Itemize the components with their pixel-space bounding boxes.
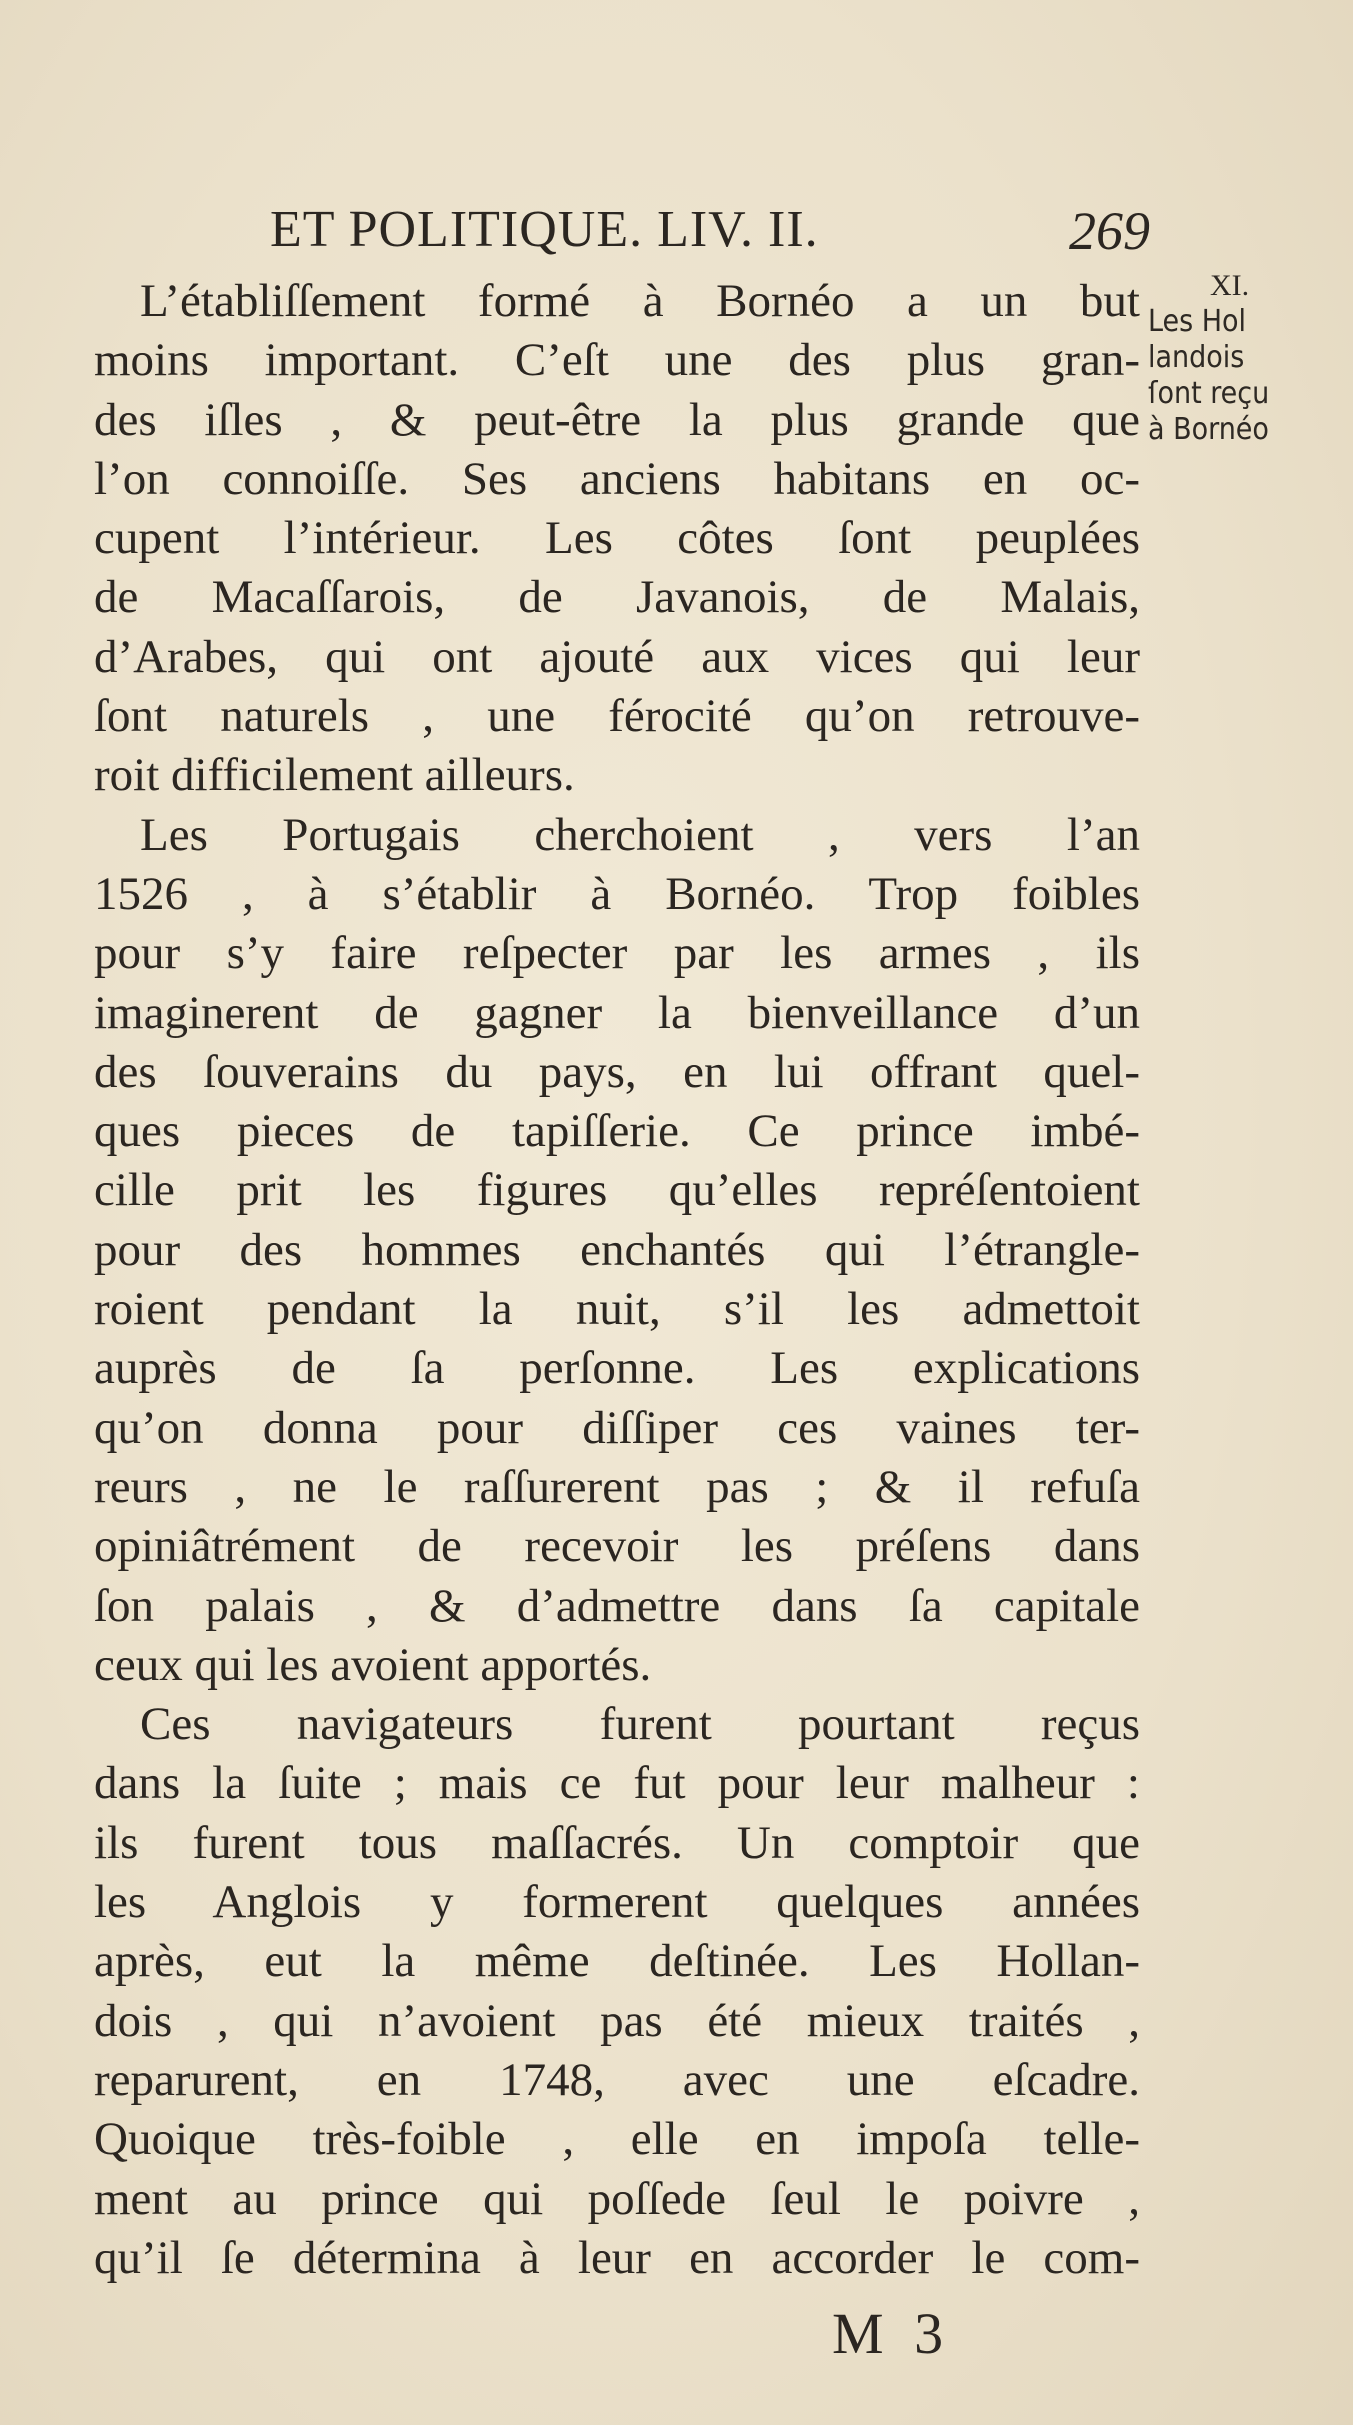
text-line: l’on connoiſſe. Ses anciens habitans en oc-: [94, 452, 1140, 505]
text-line: pour des hommes enchantés qui l’étrangle-: [94, 1223, 1140, 1276]
body-text: [94, 272, 1140, 2288]
text-line: de Macaſſarois, de Javanois, de Malais,: [94, 571, 1140, 624]
text-line: roit difficilement ailleurs.: [94, 749, 575, 802]
text-line: Les Portugais cherchoient , vers l’an: [140, 808, 1140, 861]
text-line: pour s’y faire reſpecter par les armes , ils: [94, 927, 1140, 980]
text-line: moins important. C’eſt une des plus gran-: [94, 334, 1140, 387]
text-line: ment au prince qui poſſede ſeul le poivre ,: [94, 2172, 1140, 2225]
text-line: cupent l’intérieur. Les côtes ſont peuplées: [94, 512, 1140, 565]
margin-note-line: à Bornéo: [1148, 412, 1269, 447]
margin-note-numeral: XI.: [1210, 269, 1250, 302]
text-line: des iſles , & peut-être la plus grande que: [94, 393, 1140, 446]
margin-note-line: Les Hol: [1148, 304, 1247, 339]
signature-mark: M 3: [832, 2301, 952, 2366]
text-line: après, eut la même deſtinée. Les Hollan-: [94, 1935, 1140, 1988]
text-line: ſont naturels , une férocité qu’on retrouve-: [94, 690, 1140, 743]
text-line: ſon palais , & d’admettre dans ſa capitale: [94, 1579, 1140, 1632]
text-line: auprès de ſa perſonne. Les explications: [94, 1342, 1140, 1395]
text-line: des ſouverains du pays, en lui offrant quel-: [94, 1045, 1140, 1098]
text-line: les Anglois y formerent quelques années: [94, 1876, 1140, 1929]
running-title: ET POLITIQUE. LIV. II.: [270, 201, 819, 258]
page-number: 269: [1069, 201, 1150, 261]
text-line: ceux qui les avoient apportés.: [94, 1638, 652, 1691]
text-line: d’Arabes, qui ont ajouté aux vices qui leur: [94, 630, 1140, 683]
text-line: opiniâtrément de recevoir les préſens dans: [94, 1520, 1140, 1573]
margin-note-line: landois: [1148, 340, 1245, 375]
page-header: [270, 200, 1150, 270]
text-line: Ces navigateurs furent pourtant reçus: [140, 1698, 1140, 1751]
text-line: imaginerent de gagner la bienveillance d’un: [94, 986, 1140, 1039]
text-line: reparurent, en 1748, avec une eſcadre.: [94, 2053, 1140, 2106]
text-line: roient pendant la nuit, s’il les admettoit: [94, 1283, 1140, 1336]
text-line: cille prit les figures qu’elles repréſentoient: [94, 1164, 1140, 1217]
text-line: dois , qui n’avoient pas été mieux traités ,: [94, 1994, 1140, 2047]
text-line: ques pieces de tapiſſerie. Ce prince imbé-: [94, 1105, 1140, 1158]
text-line: Quoique très-foible , elle en impoſa telle-: [94, 2113, 1140, 2166]
margin-note: [1148, 268, 1338, 448]
text-line: reurs , ne le raſſurerent pas ; & il refuſa: [94, 1460, 1140, 1513]
text-line: qu’il ſe détermina à leur en accorder le com-: [94, 2231, 1140, 2284]
text-line: 1526 , à s’établir à Bornéo. Trop foibles: [94, 867, 1140, 920]
margin-note-line: ſont reçu: [1148, 376, 1270, 411]
text-line: qu’on donna pour diſſiper ces vaines ter-: [94, 1401, 1140, 1454]
text-line: L’établiſſement formé à Bornéo a un but: [140, 275, 1140, 327]
text-line: dans la ſuite ; mais ce fut pour leur malheur :: [94, 1757, 1140, 1810]
text-line: ils furent tous maſſacrés. Un comptoir que: [94, 1816, 1140, 1869]
